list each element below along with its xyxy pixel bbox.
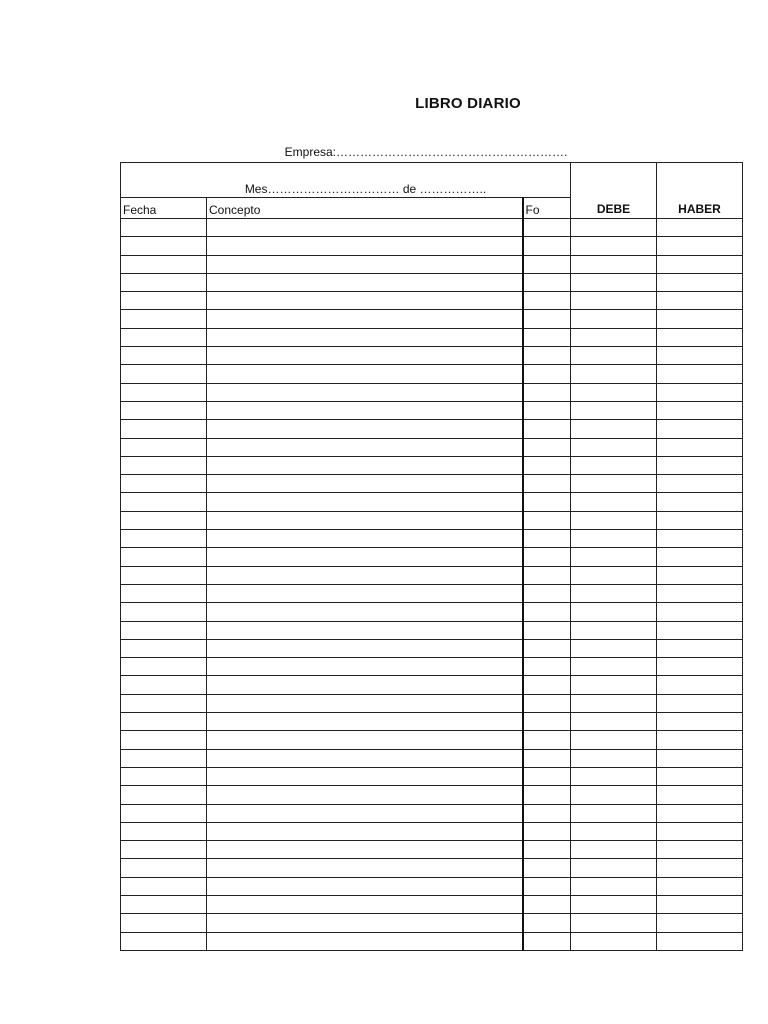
table-row — [121, 841, 743, 859]
debe-cell — [571, 676, 657, 694]
haber-cell — [657, 237, 743, 255]
folio-cell — [523, 786, 571, 804]
concepto-cell — [207, 822, 523, 840]
haber-cell — [657, 932, 743, 950]
table-row — [121, 237, 743, 255]
concepto-cell — [207, 456, 523, 474]
debe-cell — [571, 895, 657, 913]
debe-cell — [571, 566, 657, 584]
concepto-cell — [207, 767, 523, 785]
folio-cell — [523, 914, 571, 932]
folio-cell — [523, 658, 571, 676]
folio-cell — [523, 493, 571, 511]
haber-cell — [657, 401, 743, 419]
table-row — [121, 273, 743, 291]
concepto-cell — [207, 292, 523, 310]
concepto-cell — [207, 713, 523, 731]
concepto-cell — [207, 493, 523, 511]
haber-cell — [657, 694, 743, 712]
folio-cell — [523, 237, 571, 255]
table-row — [121, 310, 743, 328]
haber-cell — [657, 530, 743, 548]
folio-cell — [523, 475, 571, 493]
debe-cell — [571, 475, 657, 493]
haber-header: HABER — [657, 163, 743, 219]
fecha-cell — [121, 713, 207, 731]
haber-cell — [657, 420, 743, 438]
haber-cell — [657, 566, 743, 584]
debe-cell — [571, 658, 657, 676]
concepto-cell — [207, 932, 523, 950]
table-row — [121, 219, 743, 237]
folio-cell — [523, 749, 571, 767]
table-row — [121, 786, 743, 804]
concepto-cell — [207, 658, 523, 676]
concepto-cell — [207, 328, 523, 346]
folio-cell — [523, 804, 571, 822]
concepto-cell — [207, 676, 523, 694]
mes-cell — [121, 163, 571, 198]
concepto-cell — [207, 237, 523, 255]
folio-cell — [523, 822, 571, 840]
fecha-cell — [121, 493, 207, 511]
fecha-cell — [121, 658, 207, 676]
fecha-cell — [121, 639, 207, 657]
concepto-cell — [207, 841, 523, 859]
concepto-cell — [207, 548, 523, 566]
haber-cell — [657, 877, 743, 895]
haber-cell — [657, 255, 743, 273]
haber-cell — [657, 310, 743, 328]
haber-cell — [657, 511, 743, 529]
table-row — [121, 694, 743, 712]
concepto-cell — [207, 639, 523, 657]
folio-cell — [523, 621, 571, 639]
folio-cell — [523, 694, 571, 712]
fecha-cell — [121, 603, 207, 621]
debe-cell — [571, 438, 657, 456]
debe-cell — [571, 584, 657, 602]
haber-cell — [657, 841, 743, 859]
folio-cell — [523, 310, 571, 328]
table-row — [121, 584, 743, 602]
haber-cell — [657, 493, 743, 511]
folio-cell — [523, 347, 571, 365]
table-row — [121, 347, 743, 365]
folio-cell — [523, 255, 571, 273]
table-row — [121, 420, 743, 438]
debe-cell — [571, 713, 657, 731]
folio-cell — [523, 566, 571, 584]
folio-cell — [523, 530, 571, 548]
fecha-header: Fecha — [121, 198, 207, 219]
debe-cell — [571, 731, 657, 749]
concepto-cell — [207, 347, 523, 365]
fecha-cell — [121, 548, 207, 566]
debe-cell — [571, 456, 657, 474]
haber-cell — [657, 767, 743, 785]
debe-cell — [571, 694, 657, 712]
fecha-cell — [121, 401, 207, 419]
haber-cell — [657, 749, 743, 767]
concepto-cell — [207, 603, 523, 621]
debe-cell — [571, 310, 657, 328]
debe-cell — [571, 548, 657, 566]
table-row — [121, 401, 743, 419]
debe-cell — [571, 292, 657, 310]
table-row — [121, 493, 743, 511]
debe-cell — [571, 877, 657, 895]
debe-cell — [571, 273, 657, 291]
debe-cell — [571, 219, 657, 237]
fecha-cell — [121, 530, 207, 548]
concepto-cell — [207, 914, 523, 932]
debe-cell — [571, 365, 657, 383]
document-title: LIBRO DIARIO — [415, 95, 521, 112]
fecha-cell — [121, 767, 207, 785]
table-row — [121, 292, 743, 310]
haber-cell — [657, 584, 743, 602]
folio-cell — [523, 713, 571, 731]
table-row — [121, 328, 743, 346]
debe-cell — [571, 822, 657, 840]
table-row — [121, 914, 743, 932]
debe-cell — [571, 328, 657, 346]
table-row — [121, 511, 743, 529]
folio-cell — [523, 603, 571, 621]
fecha-cell — [121, 255, 207, 273]
folio-cell — [523, 401, 571, 419]
table-row — [121, 658, 743, 676]
debe-cell — [571, 237, 657, 255]
haber-cell — [657, 328, 743, 346]
table-row — [121, 530, 743, 548]
haber-cell — [657, 639, 743, 657]
debe-cell — [571, 914, 657, 932]
concepto-cell — [207, 475, 523, 493]
fecha-cell — [121, 584, 207, 602]
concepto-header: Concepto — [207, 198, 523, 219]
fecha-cell — [121, 475, 207, 493]
table-row — [121, 365, 743, 383]
debe-cell — [571, 383, 657, 401]
concepto-cell — [207, 895, 523, 913]
table-row — [121, 877, 743, 895]
debe-cell — [571, 420, 657, 438]
folio-cell — [523, 932, 571, 950]
table-row — [121, 749, 743, 767]
folio-cell — [523, 438, 571, 456]
table-row — [121, 895, 743, 913]
fecha-cell — [121, 383, 207, 401]
table-row — [121, 255, 743, 273]
folio-cell — [523, 841, 571, 859]
debe-cell — [571, 749, 657, 767]
mes-label: Mes…………………………… de …………….. — [244, 182, 487, 196]
debe-cell — [571, 255, 657, 273]
table-row — [121, 603, 743, 621]
header-row-mes — [121, 163, 743, 198]
folio-cell — [523, 584, 571, 602]
debe-cell — [571, 804, 657, 822]
folio-cell — [523, 365, 571, 383]
fecha-cell — [121, 914, 207, 932]
fecha-cell — [121, 219, 207, 237]
debe-cell — [571, 639, 657, 657]
haber-cell — [657, 914, 743, 932]
fecha-cell — [121, 310, 207, 328]
debe-cell — [571, 530, 657, 548]
debe-header: DEBE — [571, 163, 657, 219]
table-row — [121, 566, 743, 584]
concepto-cell — [207, 401, 523, 419]
haber-cell — [657, 603, 743, 621]
debe-cell — [571, 786, 657, 804]
folio-cell — [523, 639, 571, 657]
haber-cell — [657, 347, 743, 365]
fecha-cell — [121, 786, 207, 804]
fecha-cell — [121, 749, 207, 767]
concepto-cell — [207, 566, 523, 584]
table-row — [121, 932, 743, 950]
haber-cell — [657, 804, 743, 822]
haber-cell — [657, 895, 743, 913]
haber-cell — [657, 658, 743, 676]
fecha-cell — [121, 895, 207, 913]
concepto-cell — [207, 621, 523, 639]
folio-header: Fo — [523, 198, 571, 219]
fecha-cell — [121, 676, 207, 694]
concepto-cell — [207, 584, 523, 602]
folio-cell — [523, 767, 571, 785]
folio-cell — [523, 420, 571, 438]
haber-cell — [657, 383, 743, 401]
fecha-cell — [121, 420, 207, 438]
debe-cell — [571, 401, 657, 419]
table-row — [121, 731, 743, 749]
fecha-cell — [121, 694, 207, 712]
haber-cell — [657, 859, 743, 877]
fecha-cell — [121, 859, 207, 877]
table-row — [121, 383, 743, 401]
table-row — [121, 859, 743, 877]
folio-cell — [523, 859, 571, 877]
fecha-cell — [121, 804, 207, 822]
folio-cell — [523, 219, 571, 237]
table-row — [121, 438, 743, 456]
debe-cell — [571, 347, 657, 365]
folio-cell — [523, 731, 571, 749]
concepto-cell — [207, 694, 523, 712]
fecha-cell — [121, 932, 207, 950]
table-row — [121, 676, 743, 694]
fecha-cell — [121, 511, 207, 529]
concepto-cell — [207, 420, 523, 438]
table-row — [121, 639, 743, 657]
empresa-line — [120, 145, 742, 159]
haber-cell — [657, 273, 743, 291]
concepto-cell — [207, 310, 523, 328]
haber-cell — [657, 365, 743, 383]
ledger-table — [120, 162, 743, 951]
concepto-cell — [207, 365, 523, 383]
concepto-cell — [207, 804, 523, 822]
table-row — [121, 621, 743, 639]
fecha-cell — [121, 292, 207, 310]
folio-cell — [523, 292, 571, 310]
concepto-cell — [207, 273, 523, 291]
fecha-cell — [121, 438, 207, 456]
haber-cell — [657, 676, 743, 694]
folio-cell — [523, 511, 571, 529]
haber-cell — [657, 731, 743, 749]
haber-cell — [657, 786, 743, 804]
table-row — [121, 456, 743, 474]
fecha-cell — [121, 237, 207, 255]
haber-cell — [657, 292, 743, 310]
haber-cell — [657, 713, 743, 731]
concepto-cell — [207, 511, 523, 529]
concepto-cell — [207, 219, 523, 237]
fecha-cell — [121, 365, 207, 383]
debe-cell — [571, 511, 657, 529]
haber-cell — [657, 621, 743, 639]
concepto-cell — [207, 383, 523, 401]
debe-cell — [571, 767, 657, 785]
table-row — [121, 767, 743, 785]
haber-cell — [657, 438, 743, 456]
concepto-cell — [207, 438, 523, 456]
debe-cell — [571, 493, 657, 511]
folio-cell — [523, 273, 571, 291]
empresa-label: Empresa:…………………………………………………. — [284, 145, 568, 159]
debe-cell — [571, 621, 657, 639]
concepto-cell — [207, 859, 523, 877]
table-row — [121, 713, 743, 731]
folio-cell — [523, 383, 571, 401]
table-row — [121, 822, 743, 840]
folio-cell — [523, 456, 571, 474]
concepto-cell — [207, 530, 523, 548]
fecha-cell — [121, 347, 207, 365]
debe-cell — [571, 859, 657, 877]
folio-cell — [523, 548, 571, 566]
table-row — [121, 548, 743, 566]
haber-cell — [657, 219, 743, 237]
concepto-cell — [207, 731, 523, 749]
fecha-cell — [121, 621, 207, 639]
table-row — [121, 804, 743, 822]
debe-cell — [571, 932, 657, 950]
fecha-cell — [121, 566, 207, 584]
folio-cell — [523, 676, 571, 694]
fecha-cell — [121, 841, 207, 859]
folio-cell — [523, 877, 571, 895]
table-row — [121, 475, 743, 493]
folio-cell — [523, 895, 571, 913]
fecha-cell — [121, 731, 207, 749]
debe-cell — [571, 841, 657, 859]
fecha-cell — [121, 877, 207, 895]
haber-cell — [657, 822, 743, 840]
haber-cell — [657, 548, 743, 566]
haber-cell — [657, 475, 743, 493]
concepto-cell — [207, 877, 523, 895]
fecha-cell — [121, 822, 207, 840]
fecha-cell — [121, 456, 207, 474]
haber-cell — [657, 456, 743, 474]
concepto-cell — [207, 255, 523, 273]
fecha-cell — [121, 328, 207, 346]
debe-cell — [571, 603, 657, 621]
concepto-cell — [207, 749, 523, 767]
concepto-cell — [207, 786, 523, 804]
fecha-cell — [121, 273, 207, 291]
folio-cell — [523, 328, 571, 346]
